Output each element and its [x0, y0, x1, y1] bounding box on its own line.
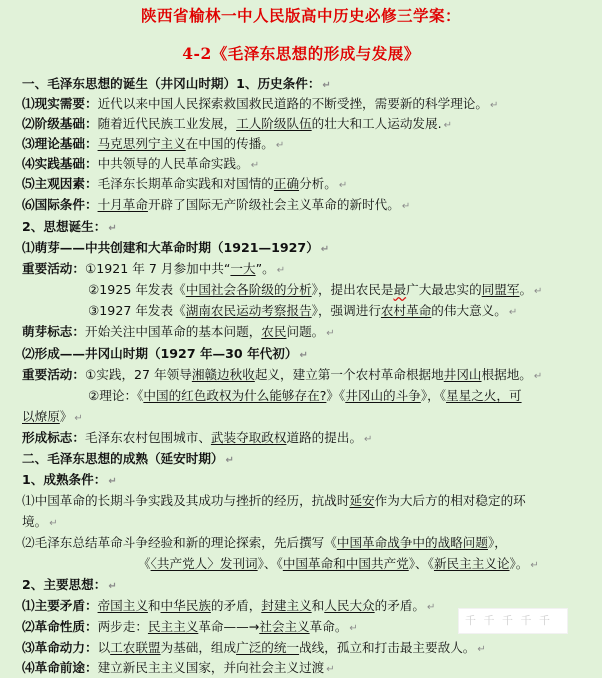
- formation-activity-1: 重要活动：①实践，27 年领导湘赣边秋收起义，建立第一个农村革命根据地井冈山根据地。 ↵: [22, 367, 543, 382]
- condition-line-1: ⑴现实需要：近代以来中国人民探索救国救民道路的不断受挫，需要新的科学理论。 ↵: [22, 96, 499, 111]
- activity-line-2: ②1925 年发表《中国社会各阶级的分析》，提出农民是最广大最忠实的同盟军。 ↵: [88, 282, 543, 297]
- condition-line-3: ⑶理论基础：马克思列宁主义在中国的传播。 ↵: [22, 136, 285, 151]
- arrow-icon: ——→: [223, 619, 260, 634]
- formation-heading: ⑵形成——井冈山时期（1927 年—30 年代初） ↵: [22, 346, 308, 361]
- section-3-heading: 二、毛泽东思想的成熟（延安时期） ↵: [22, 451, 234, 466]
- main-idea-1: ⑴主要矛盾：帝国主义和中华民族的矛盾，封建主义和人民大众的矛盾。 ↵: [22, 598, 436, 613]
- condition-line-6: ⑹国际条件：十月革命开辟了国际无产阶级社会主义革命的新时代。 ↵: [22, 197, 411, 212]
- main-idea-4: ⑷革命前途：建立新民主主义国家，并向社会主义过渡 ↵: [22, 660, 335, 675]
- maturity-condition-2: ⑵毛泽东总结革命斗争经验和新的理论探索，先后撰写《中国革命战争中的战略问题》，: [22, 535, 507, 550]
- formation-activity-2-cont: 以燎原》 ↵: [22, 409, 83, 424]
- main-idea-2: ⑵革命性质：两步走：民主主义革命——→社会主义革命。 ↵: [22, 619, 358, 634]
- activity-line-3: ③1927 年发表《湖南农民运动考察报告》，强调进行农村革命的伟大意义。 ↵: [88, 303, 518, 318]
- condition-line-4: ⑷实践基础：中共领导的人民革命实践。 ↵: [22, 156, 260, 171]
- formation-activity-2: ②理论：《中国的红色政权为什么能够存在?》《井冈山的斗争》，《星星之火，可: [88, 388, 522, 403]
- section-2-heading: 2、思想诞生： ↵: [22, 219, 117, 234]
- maturity-condition-2-cont: 《〈共产党人〉发刊词》、《中国革命和中国共产党》、《新民主主义论》。 ↵: [138, 556, 539, 571]
- watermark-overlay: 千 千 千 千 千: [458, 608, 568, 634]
- doc-title-lesson: 4-2《毛泽东思想的形成与发展》: [182, 44, 420, 63]
- maturity-conditions-heading: 1、成熟条件： ↵: [22, 472, 117, 487]
- main-idea-3: ⑶革命动力：以工农联盟为基础，组成广泛的统一战线，孤立和打击最主要敌人。 ↵: [22, 640, 486, 655]
- condition-line-5: ⑸主观因素：毛泽东长期革命实践和对国情的正确分析。 ↵: [22, 176, 348, 191]
- maturity-condition-1-cont: 境。 ↵: [22, 514, 58, 529]
- sprout-marker-line: 萌芽标志：开始关注中国革命的基本问题，农民问题。 ↵: [22, 324, 335, 339]
- section-1-heading: 一、毛泽东思想的诞生（井冈山时期）1、历史条件： ↵: [22, 76, 331, 91]
- sprout-heading: ⑴萌芽——中共创建和大革命时期（1921—1927） ↵: [22, 240, 330, 255]
- formation-marker-line: 形成标志：毛泽东农村包围城市、武装夺取政权道路的提出。 ↵: [22, 430, 373, 445]
- maturity-condition-1: ⑴中国革命的长期斗争实践及其成功与挫折的经历，抗战时延安作为大后方的相对稳定的环: [22, 493, 526, 508]
- main-ideas-heading: 2、主要思想： ↵: [22, 577, 117, 592]
- condition-line-2: ⑵阶级基础：随着近代民族工业发展，工人阶级队伍的壮大和工人运动发展. ↵: [22, 116, 452, 131]
- activity-line-1: 重要活动：①1921 年 7 月参加中共“一大”。 ↵: [22, 261, 286, 276]
- doc-title-school: 陕西省榆林一中人民版高中历史必修三学案：: [140, 6, 461, 25]
